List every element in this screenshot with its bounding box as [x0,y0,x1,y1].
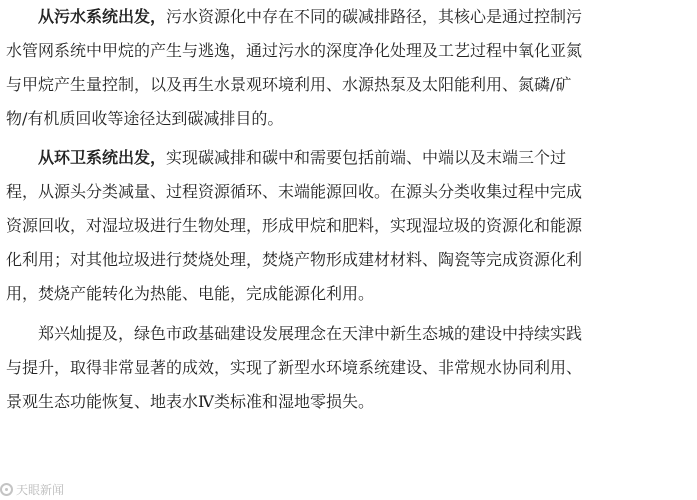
paragraph-2-text: 实现碳减排和碳中和需要包括前端、中端以及末端三个过 [166,148,567,167]
paragraph-2-text: 资源回收，对湿垃圾进行生物处理，形成甲烷和肥料，实现湿垃圾的资源化和能源 [6,216,583,235]
paragraph-1-line-4 [0,102,697,136]
paragraph-2-line-2 [0,175,697,209]
paragraph-3-line-1 [0,317,697,351]
paragraph-1-text: 物/有机质回收等途径达到碳减排目的。 [6,109,284,128]
watermark-text: 天眼新闻 [16,482,65,497]
paragraph-3-line-2 [0,351,697,385]
paragraph-2-line-3 [0,209,697,243]
paragraph-3-text: 景观生态功能恢复、地表水Ⅳ类标准和湿地零损失。 [6,392,374,411]
paragraph-1-line-3 [0,68,697,102]
paragraph-1-lead: 从污水系统出发， [38,7,167,26]
paragraph-2-line-5 [0,277,697,311]
paragraph-3-text: 郑兴灿提及，绿色市政基础建设发展理念在天津中新生态城的建设中持续实践 [38,324,583,343]
paragraph-2-line-1 [0,141,697,175]
paragraph-1-text: 水管网系统中甲烷的产生与逃逸，通过污水的深度净化处理及工艺过程中氧化亚氮 [6,41,583,60]
paragraph-2-text: 用，焚烧产能转化为热能、电能，完成能源化利用。 [6,284,375,303]
paragraph-1-text: 污水资源化中存在不同的碳减排路径，其核心是通过控制污 [166,7,583,26]
paragraph-2-lead: 从环卫系统出发， [38,148,167,167]
watermark-logo-icon [0,483,13,496]
paragraph-3-text: 与提升，取得非常显著的成效，实现了新型水环境系统建设、非常规水协同利用、 [6,358,583,377]
paragraph-1-text: 与甲烷产生量控制，以及再生水景观环境利用、水源热泵及太阳能利用、氮磷/矿 [6,75,572,94]
paragraph-2-line-4 [0,243,697,277]
paragraph-3-line-3 [0,385,697,419]
paragraph-2-text: 化利用；对其他垃圾进行焚烧处理，焚烧产物形成建材材料、陶瓷等完成资源化利 [6,250,583,269]
watermark [0,478,64,500]
paragraph-2-text: 程，从源头分类减量、过程资源循环、末端能源回收。在源头分类收集过程中完成 [6,182,583,201]
paragraph-1-line-2 [0,34,697,68]
paragraph-1-line-1 [0,0,697,34]
